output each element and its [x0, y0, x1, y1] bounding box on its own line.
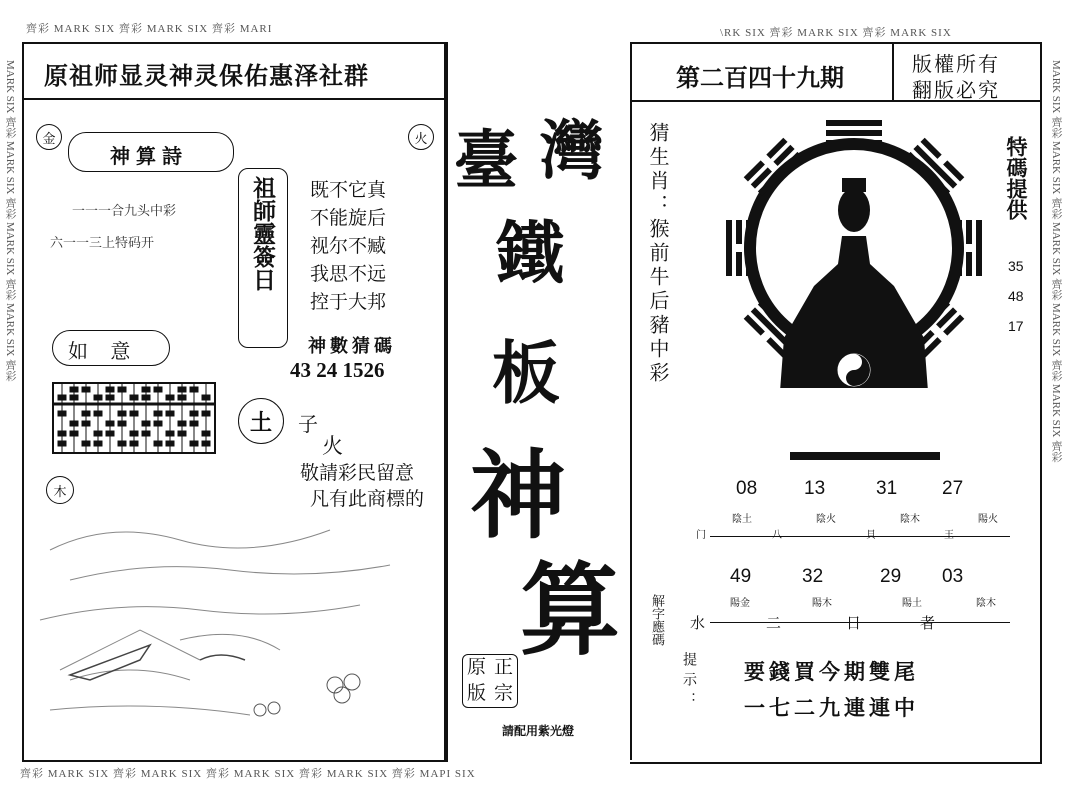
abacus-bead [166, 441, 174, 446]
ruyi-label: 如 意 [68, 339, 139, 363]
abacus-bead [118, 387, 126, 392]
left-header-rule [22, 98, 446, 100]
row2-tag: 陽土 [902, 598, 922, 609]
right-header-divider [892, 42, 894, 100]
row1-tag: 陽火 [978, 514, 998, 525]
row1-char: 貝 [866, 530, 876, 541]
row2-tag: 陽金 [730, 598, 750, 609]
row2-char: 者 [920, 614, 936, 632]
oracle-lines [310, 176, 386, 316]
abacus-bead [70, 387, 78, 392]
copyright-line-1: 版權所有 [912, 52, 1000, 76]
abacus-bead [202, 441, 210, 446]
landscape-sketch [30, 510, 430, 750]
oracle-line: 不能旋后 [310, 207, 387, 229]
abacus-bead [178, 421, 186, 426]
row2-num: 03 [942, 566, 964, 587]
bagua-deity-icon [724, 118, 984, 388]
stamp-char: 原 [466, 656, 486, 678]
tip-line-2: 一七二九連連中 [744, 695, 919, 720]
abacus-bead [202, 411, 210, 416]
row2-char: 二 [766, 614, 782, 632]
abacus-bead [190, 441, 198, 446]
abacus-bead [166, 431, 174, 436]
title-char-tie: 鐵 [496, 214, 565, 294]
row2-num: 32 [802, 566, 824, 587]
watermark-top-left: 齊彩 MARK SIX 齊彩 MARK SIX 齊彩 MARI [26, 23, 273, 35]
abacus-bead [70, 395, 78, 400]
row1-num: 13 [804, 478, 826, 499]
center-footer: 請配用紫光燈 [502, 724, 575, 738]
stamp-char: 版 [466, 682, 486, 704]
stamp-char: 宗 [493, 682, 513, 704]
row2-tag: 陽木 [812, 598, 832, 609]
row2-num: 29 [880, 566, 902, 587]
abacus-bead [142, 421, 150, 426]
special-number: 17 [1008, 318, 1024, 334]
badge-wood: 木 [46, 476, 74, 504]
row2-char: 日 [846, 614, 862, 632]
huo-label: 火 [322, 434, 343, 458]
row1-rule [710, 536, 1010, 537]
row1-num: 27 [942, 478, 964, 499]
abacus-bead [82, 387, 90, 392]
guess-label: 神數猜碼 [308, 336, 396, 357]
abacus-bead [190, 387, 198, 392]
abacus-bead [166, 395, 174, 400]
abacus-bead [178, 395, 186, 400]
notice-line-2: 凡有此商標的 [310, 488, 425, 510]
zi-label: 子 [298, 412, 318, 436]
guess-numbers: 43 24 1526 [290, 358, 385, 382]
abacus-bead [142, 387, 150, 392]
oracle-line: 既不它真 [310, 179, 387, 201]
abacus-bead [58, 441, 66, 446]
abacus-bead [94, 411, 102, 416]
guess-zodiac: 猜生肖：猴前牛后豬中彩 [646, 122, 670, 386]
title-char-shen: 神 [470, 439, 566, 552]
notice-line-1: 敬請彩民留意 [300, 462, 415, 484]
row2-num: 49 [730, 566, 752, 587]
watermark-top-right: \RK SIX 齊彩 MARK SIX 齊彩 MARK SIX [720, 27, 952, 39]
row2-char: 水 [690, 614, 706, 632]
oracle-line: 我思不远 [310, 263, 387, 285]
copyright-line-2: 翻版必究 [912, 78, 1000, 102]
deity-base-bar [790, 452, 940, 460]
badge-metal: 金 [36, 124, 62, 150]
issue-number: 第二百四十九期 [676, 63, 844, 92]
trigram [826, 120, 882, 146]
abacus-bead [82, 421, 90, 426]
hint-line-2: 六一一三上特码开 [50, 236, 155, 251]
abacus-bead [58, 411, 66, 416]
abacus-bead [106, 431, 114, 436]
abacus-bead [70, 431, 78, 436]
watermark-left-side: MARK SIX 齊彩 MARK SIX 齊彩 MARK SIX 齊彩 MARK SIX 齊彩 [4, 60, 16, 382]
abacus-bead [106, 421, 114, 426]
abacus-bead [130, 411, 138, 416]
hint-line-1: 一一一合九头中彩 [72, 204, 177, 219]
special-number: 48 [1008, 288, 1024, 304]
center-left-rule [444, 42, 446, 760]
badge-earth: 土 [238, 398, 284, 444]
watermark-right-side: MARK SIX 齊彩 MARK SIX 齊彩 MARK SIX 齊彩 MARK SIX 齊彩 MARK SIX 齊彩 [1050, 60, 1062, 463]
row1-num: 31 [876, 478, 898, 499]
abacus-bead [106, 387, 114, 392]
row1-tag: 陰木 [900, 514, 920, 525]
abacus-bead [82, 411, 90, 416]
abacus-bead [142, 395, 150, 400]
oracle-line: 视尔不臧 [310, 235, 387, 257]
abacus-bead [190, 411, 198, 416]
abacus-bead [178, 431, 186, 436]
abacus-bead [58, 431, 66, 436]
row1-char: 八 [772, 530, 782, 541]
title-char-tai: 臺 [454, 124, 518, 199]
badge-fire: 火 [408, 124, 434, 150]
special-number: 35 [1008, 258, 1024, 274]
abacus-bead [202, 431, 210, 436]
trigram [956, 220, 982, 276]
abacus-bead [106, 395, 114, 400]
watermark-bottom: 齊彩 MARK SIX 齊彩 MARK SIX 齊彩 MARK SIX 齊彩 MARK SIX 齊彩 MAPI SIX [20, 768, 476, 780]
abacus-bead [118, 441, 126, 446]
abacus-bead [166, 411, 174, 416]
title-char-ban: 板 [492, 334, 561, 414]
title-char-wan: 灣 [540, 114, 604, 189]
abacus-bead [154, 387, 162, 392]
abacus-bead [118, 421, 126, 426]
abacus-bead [130, 431, 138, 436]
poem-title: 神算詩 [110, 144, 188, 168]
row1-num: 08 [736, 478, 758, 499]
abacus-bead [94, 441, 102, 446]
abacus-bead [94, 431, 102, 436]
stamp-char: 正 [493, 656, 513, 678]
special-label: 特碼提供 [1004, 136, 1029, 220]
authentic-stamp [462, 654, 518, 708]
left-header: 原祖师显灵神灵保佑惠泽社群 [44, 61, 369, 90]
oracle-label: 祖師靈簽日 [249, 176, 276, 291]
row1-char: 王 [944, 530, 954, 541]
abacus-bead [142, 431, 150, 436]
abacus-icon [52, 382, 216, 454]
abacus-bead [118, 411, 126, 416]
abacus-bead [130, 395, 138, 400]
jiezi-label: 解字應碼 [649, 594, 664, 646]
abacus-bead [178, 387, 186, 392]
abacus-bead [190, 421, 198, 426]
row2-tag: 陰木 [976, 598, 996, 609]
abacus-bead [70, 421, 78, 426]
abacus-bead [154, 421, 162, 426]
row1-char: 门 [696, 530, 706, 541]
abacus-bead [154, 441, 162, 446]
abacus-bead [82, 441, 90, 446]
abacus-bead [130, 441, 138, 446]
row1-tag: 陰火 [816, 514, 836, 525]
oracle-line: 控于大邦 [310, 291, 387, 313]
tip-line-1: 要錢買今期雙尾 [744, 659, 919, 684]
abacus-bead [58, 395, 66, 400]
abacus-bead [154, 411, 162, 416]
title-char-suan: 算 [520, 551, 620, 669]
abacus-bead [202, 395, 210, 400]
tishi-label: 提示： [681, 652, 697, 712]
row1-tag: 陰土 [732, 514, 752, 525]
abacus-bead [94, 395, 102, 400]
